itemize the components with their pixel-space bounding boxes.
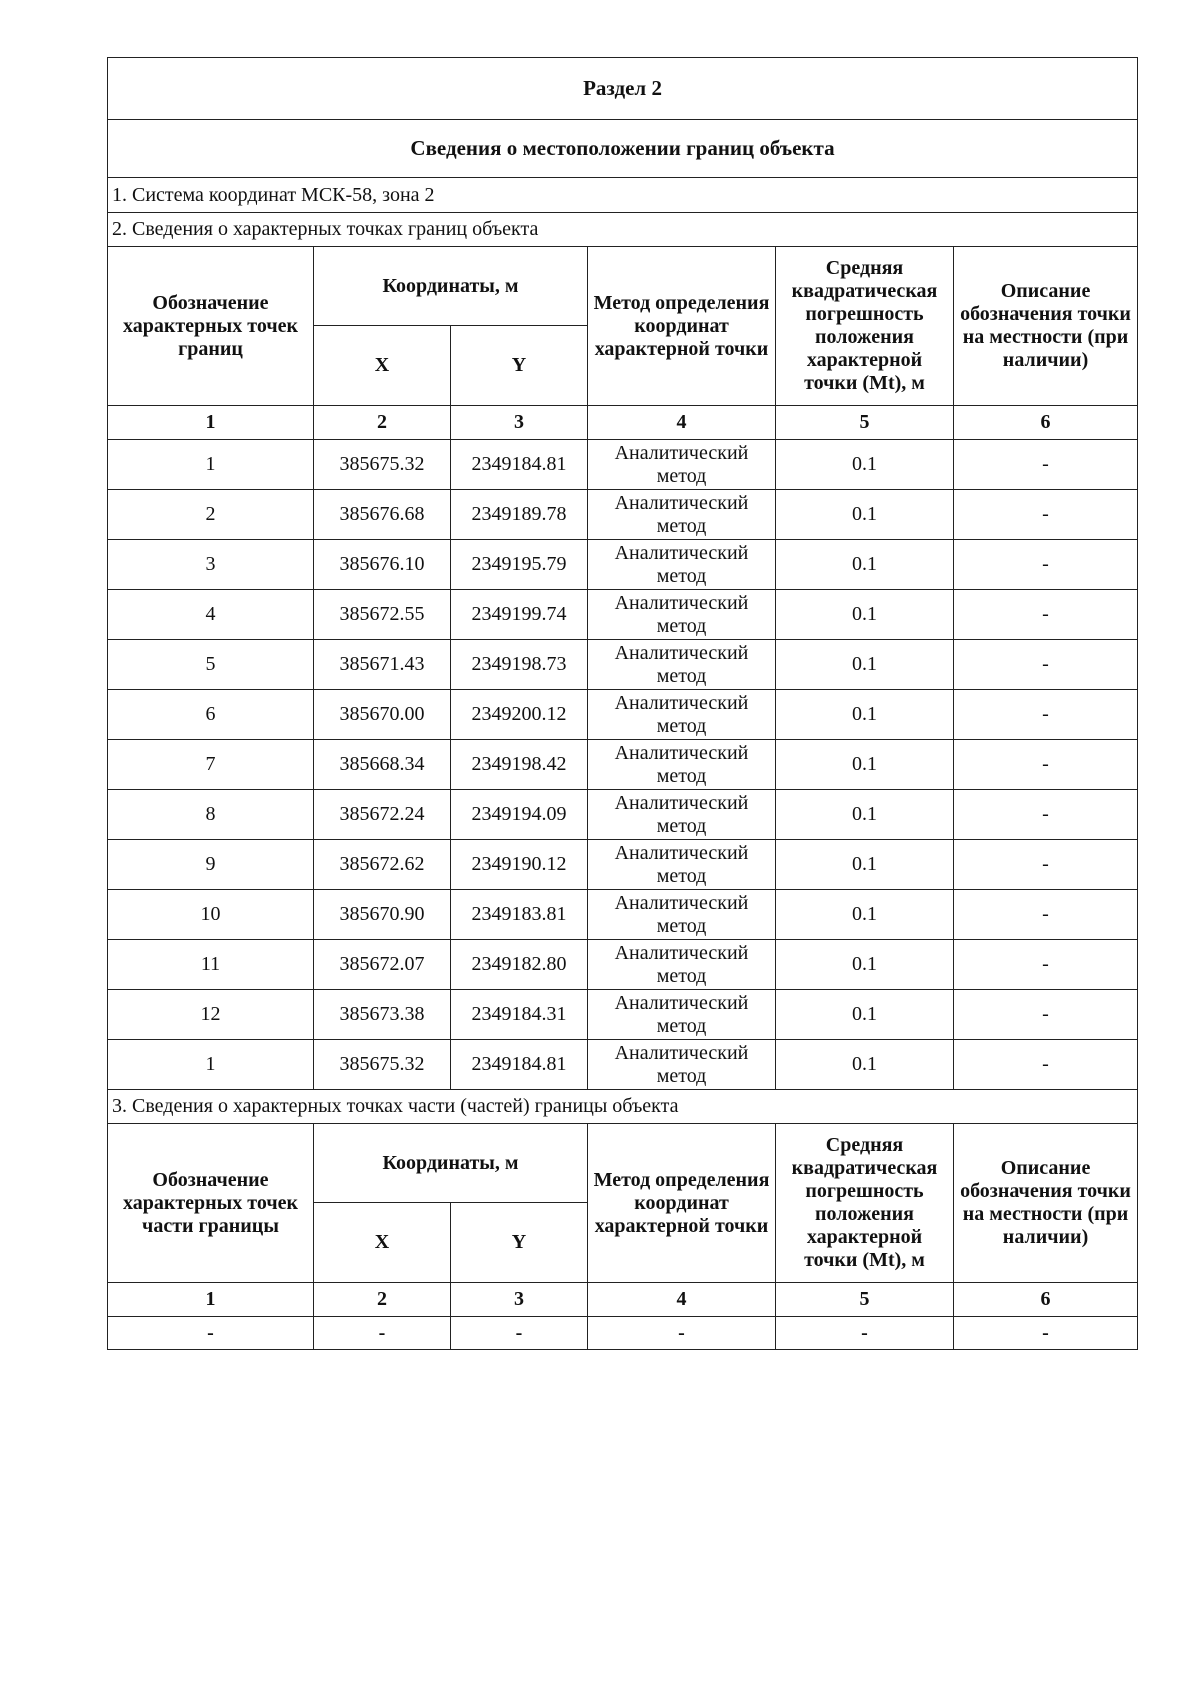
- header-x: X: [314, 326, 451, 406]
- point-number: 5: [108, 640, 314, 690]
- table-row: [108, 740, 1138, 790]
- method-cell: Аналитический метод: [588, 440, 776, 490]
- accuracy-cell: 0.1: [776, 740, 954, 790]
- coord-y: 2349183.81: [451, 890, 588, 940]
- coordinate-system-line: 1. Система координат МСК-58, зона 2: [108, 178, 1138, 213]
- method-cell: Аналитический метод: [588, 790, 776, 840]
- parts-cell: -: [954, 1317, 1138, 1350]
- table-row: [108, 1040, 1138, 1090]
- point-number: 9: [108, 840, 314, 890]
- point-number: 3: [108, 540, 314, 590]
- parts-cell: -: [108, 1317, 314, 1350]
- point-number: 4: [108, 590, 314, 640]
- header-x-part: X: [314, 1203, 451, 1283]
- accuracy-cell: 0.1: [776, 590, 954, 640]
- accuracy-cell: 0.1: [776, 440, 954, 490]
- coord-x: 385670.90: [314, 890, 451, 940]
- header-accuracy-part: Средняя квадратическая погрешность положения характерной точки (Mt), м: [776, 1124, 954, 1283]
- column-number: 3: [451, 1283, 588, 1317]
- coord-x: 385676.68: [314, 490, 451, 540]
- accuracy-cell: 0.1: [776, 840, 954, 890]
- point-number: 6: [108, 690, 314, 740]
- column-number: 2: [314, 406, 451, 440]
- coord-x: 385671.43: [314, 640, 451, 690]
- header-method: Метод определения координат характерной точки: [588, 247, 776, 406]
- table-row: [108, 440, 1138, 490]
- points-heading: 2. Сведения о характерных точках границ объекта: [108, 213, 1138, 247]
- accuracy-cell: 0.1: [776, 540, 954, 590]
- header-accuracy: Средняя квадратическая погрешность положения характерной точки (Mt), м: [776, 247, 954, 406]
- coord-y: 2349184.81: [451, 440, 588, 490]
- method-cell: Аналитический метод: [588, 490, 776, 540]
- description-cell: -: [954, 840, 1138, 890]
- point-number: 1: [108, 1040, 314, 1090]
- header-method-part: Метод определения координат характерной точки: [588, 1124, 776, 1283]
- column-number: 5: [776, 1283, 954, 1317]
- parts-cell: -: [451, 1317, 588, 1350]
- coord-y: 2349195.79: [451, 540, 588, 590]
- table-row: [108, 490, 1138, 540]
- table-row: [108, 640, 1138, 690]
- description-cell: -: [954, 940, 1138, 990]
- accuracy-cell: 0.1: [776, 490, 954, 540]
- point-number: 10: [108, 890, 314, 940]
- coord-y: 2349198.73: [451, 640, 588, 690]
- description-cell: -: [954, 540, 1138, 590]
- description-cell: -: [954, 590, 1138, 640]
- column-number: 5: [776, 406, 954, 440]
- accuracy-cell: 0.1: [776, 940, 954, 990]
- point-number: 1: [108, 440, 314, 490]
- coord-y: 2349198.42: [451, 740, 588, 790]
- description-cell: -: [954, 890, 1138, 940]
- table-body: [108, 58, 1138, 1350]
- accuracy-cell: 0.1: [776, 1040, 954, 1090]
- point-number: 8: [108, 790, 314, 840]
- column-number: 1: [108, 406, 314, 440]
- method-cell: Аналитический метод: [588, 640, 776, 690]
- coord-x: 385670.00: [314, 690, 451, 740]
- coord-x: 385668.34: [314, 740, 451, 790]
- table-row: [108, 540, 1138, 590]
- coord-y: 2349182.80: [451, 940, 588, 990]
- header-y-part: Y: [451, 1203, 588, 1283]
- method-cell: Аналитический метод: [588, 890, 776, 940]
- boundary-table: [107, 57, 1138, 1350]
- table-row: [108, 990, 1138, 1040]
- accuracy-cell: 0.1: [776, 640, 954, 690]
- table-row: [108, 940, 1138, 990]
- parts-cell: -: [776, 1317, 954, 1350]
- column-number: 3: [451, 406, 588, 440]
- method-cell: Аналитический метод: [588, 1040, 776, 1090]
- coord-y: 2349184.31: [451, 990, 588, 1040]
- point-number: 2: [108, 490, 314, 540]
- coord-x: 385675.32: [314, 440, 451, 490]
- method-cell: Аналитический метод: [588, 840, 776, 890]
- coord-y: 2349199.74: [451, 590, 588, 640]
- accuracy-cell: 0.1: [776, 990, 954, 1040]
- coord-y: 2349184.81: [451, 1040, 588, 1090]
- parts-cell: -: [588, 1317, 776, 1350]
- coord-y: 2349194.09: [451, 790, 588, 840]
- method-cell: Аналитический метод: [588, 940, 776, 990]
- description-cell: -: [954, 440, 1138, 490]
- table-row: [108, 890, 1138, 940]
- description-cell: -: [954, 990, 1138, 1040]
- table-row: [108, 690, 1138, 740]
- accuracy-cell: 0.1: [776, 790, 954, 840]
- coord-x: 385675.32: [314, 1040, 451, 1090]
- description-cell: -: [954, 490, 1138, 540]
- description-cell: -: [954, 640, 1138, 690]
- accuracy-cell: 0.1: [776, 890, 954, 940]
- parts-heading: 3. Сведения о характерных точках части (частей) границы объекта: [108, 1090, 1138, 1124]
- coord-y: 2349190.12: [451, 840, 588, 890]
- method-cell: Аналитический метод: [588, 590, 776, 640]
- accuracy-cell: 0.1: [776, 690, 954, 740]
- parts-cell: -: [314, 1317, 451, 1350]
- method-cell: Аналитический метод: [588, 990, 776, 1040]
- header-description-part: Описание обозначения точки на местности (при наличии): [954, 1124, 1138, 1283]
- coord-x: 385672.07: [314, 940, 451, 990]
- column-number: 1: [108, 1283, 314, 1317]
- column-number: 6: [954, 1283, 1138, 1317]
- table-row: [108, 840, 1138, 890]
- coord-y: 2349189.78: [451, 490, 588, 540]
- header-y: Y: [451, 326, 588, 406]
- section-title: Раздел 2: [108, 58, 1138, 120]
- column-number: 6: [954, 406, 1138, 440]
- description-cell: -: [954, 1040, 1138, 1090]
- column-number: 4: [588, 1283, 776, 1317]
- coord-y: 2349200.12: [451, 690, 588, 740]
- description-cell: -: [954, 790, 1138, 840]
- coord-x: 385672.24: [314, 790, 451, 840]
- coord-x: 385672.62: [314, 840, 451, 890]
- column-number: 4: [588, 406, 776, 440]
- method-cell: Аналитический метод: [588, 740, 776, 790]
- header-designation: Обозначение характерных точек границ: [108, 247, 314, 406]
- section-subtitle: Сведения о местоположении границ объекта: [108, 120, 1138, 178]
- header-description: Описание обозначения точки на местности (при наличии): [954, 247, 1138, 406]
- header-designation-part: Обозначение характерных точек части границы: [108, 1124, 314, 1283]
- description-cell: -: [954, 690, 1138, 740]
- point-number: 12: [108, 990, 314, 1040]
- method-cell: Аналитический метод: [588, 540, 776, 590]
- method-cell: Аналитический метод: [588, 690, 776, 740]
- header-coordinates: Координаты, м: [314, 247, 588, 326]
- point-number: 11: [108, 940, 314, 990]
- column-number: 2: [314, 1283, 451, 1317]
- coord-x: 385676.10: [314, 540, 451, 590]
- coord-x: 385672.55: [314, 590, 451, 640]
- point-number: 7: [108, 740, 314, 790]
- table-row: [108, 590, 1138, 640]
- document-page: [107, 57, 1137, 1350]
- description-cell: -: [954, 740, 1138, 790]
- table-row: [108, 790, 1138, 840]
- coord-x: 385673.38: [314, 990, 451, 1040]
- header-coordinates-part: Координаты, м: [314, 1124, 588, 1203]
